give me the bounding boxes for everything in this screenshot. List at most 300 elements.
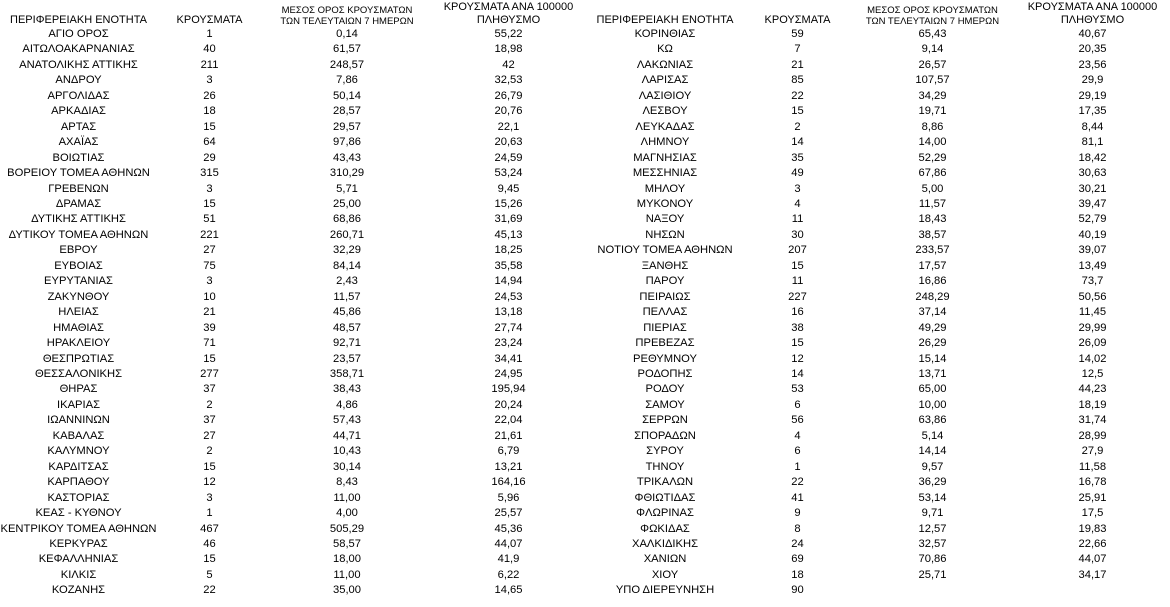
region-cell: ΚΟΡΙΝΘΙΑΣ	[634, 28, 696, 40]
avg-7days-cell: 68,86	[333, 213, 361, 226]
table-row	[0, 58, 585, 73]
avg-7days-cell: 260,71	[329, 228, 365, 241]
cases-cell: 22	[203, 584, 216, 597]
cases-cell: 4	[794, 429, 801, 442]
region-cell: ΜΗΛΟΥ	[644, 182, 686, 195]
avg-7days-cell: 23,57	[333, 352, 361, 365]
cases-cell: 35	[791, 151, 804, 164]
avg-7days-cell: 10,43	[333, 445, 361, 458]
region-cell: ΚΑΣΤΟΡΙΑΣ	[47, 491, 110, 504]
per-100k-cell: 23,24	[494, 337, 523, 350]
cases-cell: 49	[791, 167, 804, 180]
table-row	[585, 537, 1170, 552]
cases-cell: 1	[794, 460, 801, 473]
region-cell: ΦΩΚΙΔΑΣ	[640, 522, 690, 535]
table-row	[585, 182, 1170, 197]
cases-cell: 15	[203, 120, 216, 133]
cases-cell: 21	[203, 306, 216, 319]
cases-cell: 7	[794, 43, 801, 56]
avg-7days-cell: 2,43	[336, 275, 358, 288]
table-row	[585, 460, 1170, 475]
region-cell: ΗΛΕΙΑΣ	[58, 306, 99, 319]
per-100k-cell: 18,98	[494, 43, 523, 56]
per-100k-cell: 15,26	[494, 197, 523, 210]
per-100k-cell: 34,41	[494, 352, 523, 365]
avg-7days-cell: 11,57	[333, 290, 361, 303]
cases-cell: 56	[791, 414, 804, 427]
region-cell: ΜΑΓΝΗΣΙΑΣ	[633, 151, 697, 164]
avg-7days-cell: 43,43	[333, 151, 361, 164]
table-row	[585, 274, 1170, 289]
per-100k-cell: 45,13	[494, 228, 523, 241]
table-row	[585, 27, 1170, 42]
cases-cell: 14	[791, 367, 804, 380]
cases-cell: 29	[203, 151, 216, 164]
region-cell: ΛΑΚΩΝΙΑΣ	[636, 58, 694, 71]
region-cell: ΠΕΙΡΑΙΩΣ	[639, 290, 691, 303]
cases-cell: 9	[794, 507, 801, 520]
region-cell: ΑΧΑΪΑΣ	[58, 136, 99, 149]
per-100k-cell: 39,07	[1078, 244, 1107, 257]
region-cell: ΚΕΝΤΡΙΚΟΥ ΤΟΜΕΑ ΑΘΗΝΩΝ	[0, 522, 157, 535]
avg-7days-cell: 38,43	[333, 383, 361, 396]
table-row	[0, 506, 585, 521]
region-cell: ΒΟΙΩΤΙΑΣ	[52, 151, 105, 164]
per-100k-cell: 34,17	[1078, 568, 1107, 581]
avg-7days-cell: 50,14	[333, 89, 361, 102]
per-100k-cell: 53,24	[494, 167, 523, 180]
cases-cell: 22	[791, 89, 804, 102]
region-cell: ΑΙΤΩΛΟΑΚΑΡΝΑΝΙΑΣ	[22, 43, 135, 56]
table-row	[585, 42, 1170, 57]
per-100k-cell: 44,23	[1078, 383, 1107, 396]
region-cell: ΔΡΑΜΑΣ	[55, 197, 102, 210]
cases-cell: 12	[791, 352, 804, 365]
table-row	[585, 506, 1170, 521]
per-100k-cell: 5,96	[497, 491, 520, 504]
table-row	[0, 89, 585, 104]
avg-7days-cell: 48,57	[333, 321, 361, 334]
avg-7days-cell: 52,29	[918, 151, 947, 164]
per-100k-cell: 25,91	[1078, 491, 1107, 504]
table-row	[0, 27, 585, 42]
per-100k-cell: 25,57	[494, 507, 523, 520]
avg-7days-cell: 26,29	[918, 337, 947, 350]
per-100k-cell: 23,56	[1078, 58, 1107, 71]
table-row	[585, 73, 1170, 88]
header-avg-7days: ΜΕΣΟΣ ΟΡΟΣ ΚΡΟΥΣΜΑΤΩΝ ΤΩΝ ΤΕΛΕΥΤΑΙΩΝ 7 ΗΜΕΡΩΝ	[280, 5, 414, 27]
avg-7days-cell: 11,57	[918, 197, 947, 210]
per-100k-cell: 14,94	[494, 275, 523, 288]
avg-7days-cell: 9,71	[921, 507, 944, 520]
cases-cell: 27	[203, 244, 216, 257]
avg-7days-cell: 18,43	[918, 213, 947, 226]
per-100k-cell: 44,07	[1078, 553, 1107, 566]
right-table	[585, 0, 1170, 599]
per-100k-cell: 17,35	[1078, 105, 1107, 118]
per-100k-cell: 24,95	[494, 367, 523, 380]
region-cell: ΝΑΞΟΥ	[645, 213, 685, 226]
avg-7days-cell: 38,57	[918, 228, 947, 241]
per-100k-cell: 6,79	[497, 445, 520, 458]
per-100k-cell: 50,56	[1078, 290, 1107, 303]
table-row	[0, 182, 585, 197]
region-cell: ΘΗΡΑΣ	[59, 383, 98, 396]
region-cell: ΔΥΤΙΚΟΥ ΤΟΜΕΑ ΑΘΗΝΩΝ	[8, 228, 149, 241]
cases-cell: 30	[791, 228, 804, 241]
region-cell: ΛΕΥΚΑΔΑΣ	[635, 120, 695, 133]
per-100k-cell: 52,79	[1078, 213, 1107, 226]
table-row	[0, 243, 585, 258]
table-row	[0, 583, 585, 598]
avg-7days-cell: 11,00	[333, 491, 361, 504]
region-cell: ΔΥΤΙΚΗΣ ΑΤΤΙΚΗΣ	[31, 213, 126, 226]
cases-cell: 15	[791, 105, 804, 118]
avg-7days-cell: 97,86	[333, 136, 361, 149]
table-row	[0, 166, 585, 181]
per-100k-cell: 21,61	[494, 429, 523, 442]
header-avg-7days: ΜΕΣΟΣ ΟΡΟΣ ΚΡΟΥΣΜΑΤΩΝ ΤΩΝ ΤΕΛΕΥΤΑΙΩΝ 7 ΗΜΕΡΩΝ	[865, 5, 1000, 27]
per-100k-cell: 29,19	[1078, 89, 1107, 102]
avg-7days-cell: 49,29	[918, 321, 947, 334]
header-per-100k: ΚΡΟΥΣΜΑΤΑ ΑΝΑ 100000 ΠΛΗΘΥΣΜΟ	[443, 1, 574, 26]
cases-cell: 26	[203, 89, 216, 102]
header-per-100k: ΚΡΟΥΣΜΑΤΑ ΑΝΑ 100000 ΠΛΗΘΥΣΜΟ	[1027, 1, 1158, 26]
cases-cell: 53	[791, 383, 804, 396]
region-cell: ΜΥΚΟΝΟΥ	[636, 197, 694, 210]
region-cell: ΡΕΘΥΜΝΟΥ	[633, 352, 697, 365]
table-row	[585, 166, 1170, 181]
cases-cell: 6	[794, 445, 801, 458]
per-100k-cell: 27,9	[1081, 445, 1104, 458]
per-100k-cell: 11,45	[1078, 306, 1107, 319]
table-row	[585, 382, 1170, 397]
region-cell: ΚΕΡΚΥΡΑΣ	[49, 537, 108, 550]
table-row	[585, 321, 1170, 336]
table-row	[0, 259, 585, 274]
table-row	[0, 522, 585, 537]
avg-7days-cell: 44,71	[333, 429, 361, 442]
cases-cell: 22	[791, 476, 804, 489]
region-cell: ΥΠΟ ΔΙΕΡΕΥΝΗΣΗ	[615, 584, 715, 597]
avg-7days-cell: 18,00	[333, 553, 361, 566]
per-100k-cell: 26,79	[494, 89, 523, 102]
cases-cell: 75	[203, 259, 216, 272]
table-row	[585, 104, 1170, 119]
table-row	[585, 212, 1170, 227]
region-cell: ΧΙΟΥ	[651, 568, 679, 581]
per-100k-cell: 73,7	[1081, 275, 1104, 288]
cases-cell: 14	[791, 136, 804, 149]
per-100k-cell: 8,44	[1081, 120, 1104, 133]
cases-cell: 277	[200, 367, 219, 380]
cases-cell: 51	[203, 213, 216, 226]
avg-7days-cell: 65,43	[918, 28, 947, 40]
region-cell: ΠΑΡΟΥ	[645, 275, 685, 288]
table-row	[0, 429, 585, 444]
region-cell: ΣΠΟΡΑΔΩΝ	[634, 429, 696, 442]
per-100k-cell: 30,21	[1078, 182, 1107, 195]
per-100k-cell: 27,74	[494, 321, 523, 334]
table-row	[0, 120, 585, 135]
table-row	[585, 552, 1170, 567]
table-row	[0, 135, 585, 150]
avg-7days-cell: 53,14	[918, 491, 947, 504]
avg-7days-cell: 84,14	[333, 259, 361, 272]
avg-7days-cell: 25,71	[918, 568, 947, 581]
region-cell: ΕΥΡΥΤΑΝΙΑΣ	[44, 275, 113, 288]
region-cell: ΛΑΡΙΣΑΣ	[641, 74, 689, 87]
table-row	[585, 413, 1170, 428]
per-100k-cell: 13,21	[494, 460, 523, 473]
per-100k-cell: 31,74	[1078, 414, 1107, 427]
left-table-body	[0, 27, 585, 599]
cases-cell: 12	[203, 476, 216, 489]
region-cell: ΑΓΙΟ ΟΡΟΣ	[48, 28, 109, 40]
avg-7days-cell: 5,14	[921, 429, 944, 442]
region-cell: ΦΘΙΩΤΙΔΑΣ	[634, 491, 696, 504]
table-row	[585, 243, 1170, 258]
avg-7days-cell: 57,43	[333, 414, 361, 427]
per-100k-cell	[1015, 583, 1170, 598]
cases-cell: 41	[791, 491, 804, 504]
table-row	[585, 151, 1170, 166]
avg-7days-cell: 65,00	[918, 383, 947, 396]
region-cell: ΙΩΑΝΝΙΝΩΝ	[47, 414, 110, 427]
avg-7days-cell: 0,14	[336, 28, 358, 40]
cases-cell: 3	[206, 74, 213, 87]
per-100k-cell: 24,53	[494, 290, 523, 303]
cases-cell: 8	[794, 522, 801, 535]
region-cell: ΙΚΑΡΙΑΣ	[57, 398, 100, 411]
cases-cell: 4	[794, 197, 801, 210]
avg-7days-cell: 14,00	[918, 136, 947, 149]
per-100k-cell: 44,07	[494, 537, 523, 550]
table-row	[585, 135, 1170, 150]
cases-cell: 211	[200, 58, 219, 71]
left-table	[0, 0, 585, 599]
cases-cell: 3	[206, 182, 213, 195]
avg-7days-cell: 8,86	[921, 120, 944, 133]
region-cell: ΖΑΚΥΝΘΟΥ	[47, 290, 110, 303]
table-row	[0, 398, 585, 413]
table-row	[0, 537, 585, 552]
region-cell: ΚΑΒΑΛΑΣ	[52, 429, 105, 442]
table-row	[0, 413, 585, 428]
cases-cell: 16	[791, 306, 804, 319]
avg-7days-cell: 233,57	[915, 244, 950, 257]
per-100k-cell: 41,9	[497, 553, 520, 566]
region-cell: ΧΑΝΙΩΝ	[643, 553, 687, 566]
region-cell: ΓΡΕΒΕΝΩΝ	[48, 182, 109, 195]
cases-cell: 21	[791, 58, 804, 71]
avg-7days-cell: 8,43	[336, 476, 358, 489]
table-row	[585, 89, 1170, 104]
region-cell: ΚΟΖΑΝΗΣ	[51, 584, 106, 597]
avg-7days-cell: 37,14	[918, 306, 947, 319]
avg-7days-cell: 25,00	[333, 197, 361, 210]
table-row	[0, 290, 585, 305]
table-row	[0, 212, 585, 227]
table-row	[0, 305, 585, 320]
avg-7days-cell: 61,57	[333, 43, 361, 56]
cases-cell: 27	[203, 429, 216, 442]
per-100k-cell: 28,99	[1078, 429, 1107, 442]
per-100k-cell: 22,04	[494, 414, 523, 427]
table-row	[585, 398, 1170, 413]
table-row	[0, 367, 585, 382]
avg-7days-cell: 12,57	[918, 522, 947, 535]
cases-cell: 71	[203, 337, 216, 350]
avg-7days-cell: 16,86	[918, 275, 947, 288]
table-row	[0, 73, 585, 88]
avg-7days-cell: 248,57	[329, 58, 365, 71]
table-row	[0, 197, 585, 212]
avg-7days-cell: 32,57	[918, 537, 947, 550]
header-region: ΠΕΡΙΦΕΡΕΙΑΚΗ ΕΝΟΤΗΤΑ	[596, 14, 734, 26]
per-100k-cell: 13,49	[1078, 259, 1107, 272]
avg-7days-cell: 13,71	[918, 367, 947, 380]
cases-cell: 227	[788, 290, 807, 303]
per-100k-cell: 11,58	[1078, 460, 1107, 473]
region-cell: ΚΑΛΥΜΝΟΥ	[47, 445, 110, 458]
cases-cell: 46	[203, 537, 216, 550]
per-100k-cell: 35,58	[494, 259, 523, 272]
per-100k-cell: 22,1	[497, 120, 520, 133]
region-cell: ΧΑΛΚΙΔΙΚΗΣ	[631, 537, 698, 550]
avg-7days-cell: 36,29	[918, 476, 947, 489]
avg-7days-cell: 17,57	[918, 259, 947, 272]
per-100k-cell: 18,42	[1078, 151, 1107, 164]
region-cell: ΘΕΣΣΑΛΟΝΙΚΗΣ	[34, 367, 123, 380]
table-row	[585, 491, 1170, 506]
region-cell: ΞΑΝΘΗΣ	[641, 259, 689, 272]
region-cell: ΠΙΕΡΙΑΣ	[643, 321, 687, 334]
avg-7days-cell: 26,57	[918, 58, 947, 71]
per-100k-cell: 31,69	[494, 213, 523, 226]
avg-7days-cell: 107,57	[915, 74, 950, 87]
table-row	[585, 197, 1170, 212]
per-100k-cell: 20,35	[1078, 43, 1107, 56]
table-row	[0, 444, 585, 459]
avg-7days-cell: 19,71	[918, 105, 947, 118]
avg-7days-cell: 29,57	[333, 120, 361, 133]
cases-cell: 15	[203, 553, 216, 566]
per-100k-cell: 45,36	[494, 522, 523, 535]
cases-cell: 15	[203, 352, 216, 365]
table-row	[0, 228, 585, 243]
header-cases: ΚΡΟΥΣΜΑΤΑ	[764, 14, 831, 26]
table-row	[585, 336, 1170, 351]
region-cell: ΑΡΤΑΣ	[60, 120, 97, 133]
table-row	[585, 583, 1170, 598]
cases-cell: 15	[203, 197, 216, 210]
region-cell: ΒΟΡΕΙΟΥ ΤΟΜΕΑ ΑΘΗΝΩΝ	[7, 167, 150, 180]
region-cell: ΝΗΣΩΝ	[645, 228, 685, 241]
per-100k-cell: 14,02	[1078, 352, 1107, 365]
region-cell: ΣΥΡΟΥ	[646, 445, 684, 458]
table-row	[0, 42, 585, 57]
region-cell: ΡΟΔΟΥ	[645, 383, 685, 396]
cases-cell: 467	[200, 522, 219, 535]
region-cell: ΑΝΑΤΟΛΙΚΗΣ ΑΤΤΙΚΗΣ	[19, 58, 138, 71]
region-cell: ΕΒΡΟΥ	[59, 244, 98, 257]
avg-7days-cell: 4,86	[336, 398, 358, 411]
table-row	[0, 382, 585, 397]
cases-cell: 15	[791, 337, 804, 350]
avg-7days-cell: 4,00	[336, 507, 358, 520]
cases-cell: 207	[788, 244, 807, 257]
per-100k-cell: 42	[502, 58, 515, 71]
per-100k-cell: 18,19	[1078, 398, 1107, 411]
cases-cell: 2	[206, 398, 213, 411]
cases-cell: 221	[200, 228, 219, 241]
cases-cell: 15	[791, 259, 804, 272]
avg-7days-cell: 70,86	[918, 553, 947, 566]
avg-7days-cell: 14,14	[918, 445, 947, 458]
per-100k-cell: 195,94	[491, 383, 526, 396]
avg-7days-cell: 15,14	[918, 352, 947, 365]
cases-cell: 315	[200, 167, 219, 180]
per-100k-cell: 55,22	[494, 28, 523, 40]
region-cell: ΝΟΤΙΟΥ ΤΟΜΕΑ ΑΘΗΝΩΝ	[597, 244, 733, 257]
per-100k-cell: 12,5	[1081, 367, 1104, 380]
region-cell: ΤΗΝΟΥ	[645, 460, 685, 473]
region-cell: ΚΩ	[657, 43, 673, 56]
cases-cell: 1	[206, 507, 213, 520]
per-100k-cell: 20,76	[494, 105, 523, 118]
per-100k-cell: 17,5	[1081, 507, 1104, 520]
per-100k-cell: 29,9	[1081, 74, 1104, 87]
cases-cell: 37	[203, 414, 216, 427]
avg-7days-cell: 248,29	[915, 290, 950, 303]
avg-7days-cell	[850, 583, 1015, 598]
table-row	[585, 352, 1170, 367]
table-row	[585, 120, 1170, 135]
table-row	[0, 568, 585, 583]
cases-cell: 18	[203, 105, 216, 118]
avg-7days-cell: 28,57	[333, 105, 361, 118]
header-cases: ΚΡΟΥΣΜΑΤΑ	[176, 14, 243, 26]
table-row	[0, 491, 585, 506]
region-cell: ΑΡΓΟΛΙΔΑΣ	[47, 89, 110, 102]
table-row	[0, 274, 585, 289]
region-cell: ΠΕΛΛΑΣ	[642, 306, 688, 319]
header-row	[0, 0, 585, 27]
avg-7days-cell: 9,14	[921, 43, 944, 56]
table-row	[0, 475, 585, 490]
table-row	[0, 321, 585, 336]
per-100k-cell: 13,18	[494, 306, 523, 319]
cases-cell: 15	[203, 460, 216, 473]
per-100k-cell: 164,16	[491, 476, 526, 489]
per-100k-cell: 14,65	[494, 584, 523, 597]
avg-7days-cell: 63,86	[918, 414, 947, 427]
avg-7days-cell: 5,71	[336, 182, 358, 195]
region-cell: ΤΡΙΚΑΛΩΝ	[636, 476, 694, 489]
region-cell: ΚΙΛΚΙΣ	[60, 568, 97, 581]
per-100k-cell: 32,53	[494, 74, 523, 87]
avg-7days-cell: 30,14	[333, 460, 361, 473]
cases-cell: 2	[794, 120, 801, 133]
region-cell: ΚΕΑΣ - ΚΥΘΝΟΥ	[35, 507, 122, 520]
cases-cell: 2	[206, 445, 213, 458]
table-row	[585, 367, 1170, 382]
table-row	[0, 352, 585, 367]
table-row	[0, 151, 585, 166]
cases-cell: 3	[206, 491, 213, 504]
header-row	[585, 0, 1170, 27]
